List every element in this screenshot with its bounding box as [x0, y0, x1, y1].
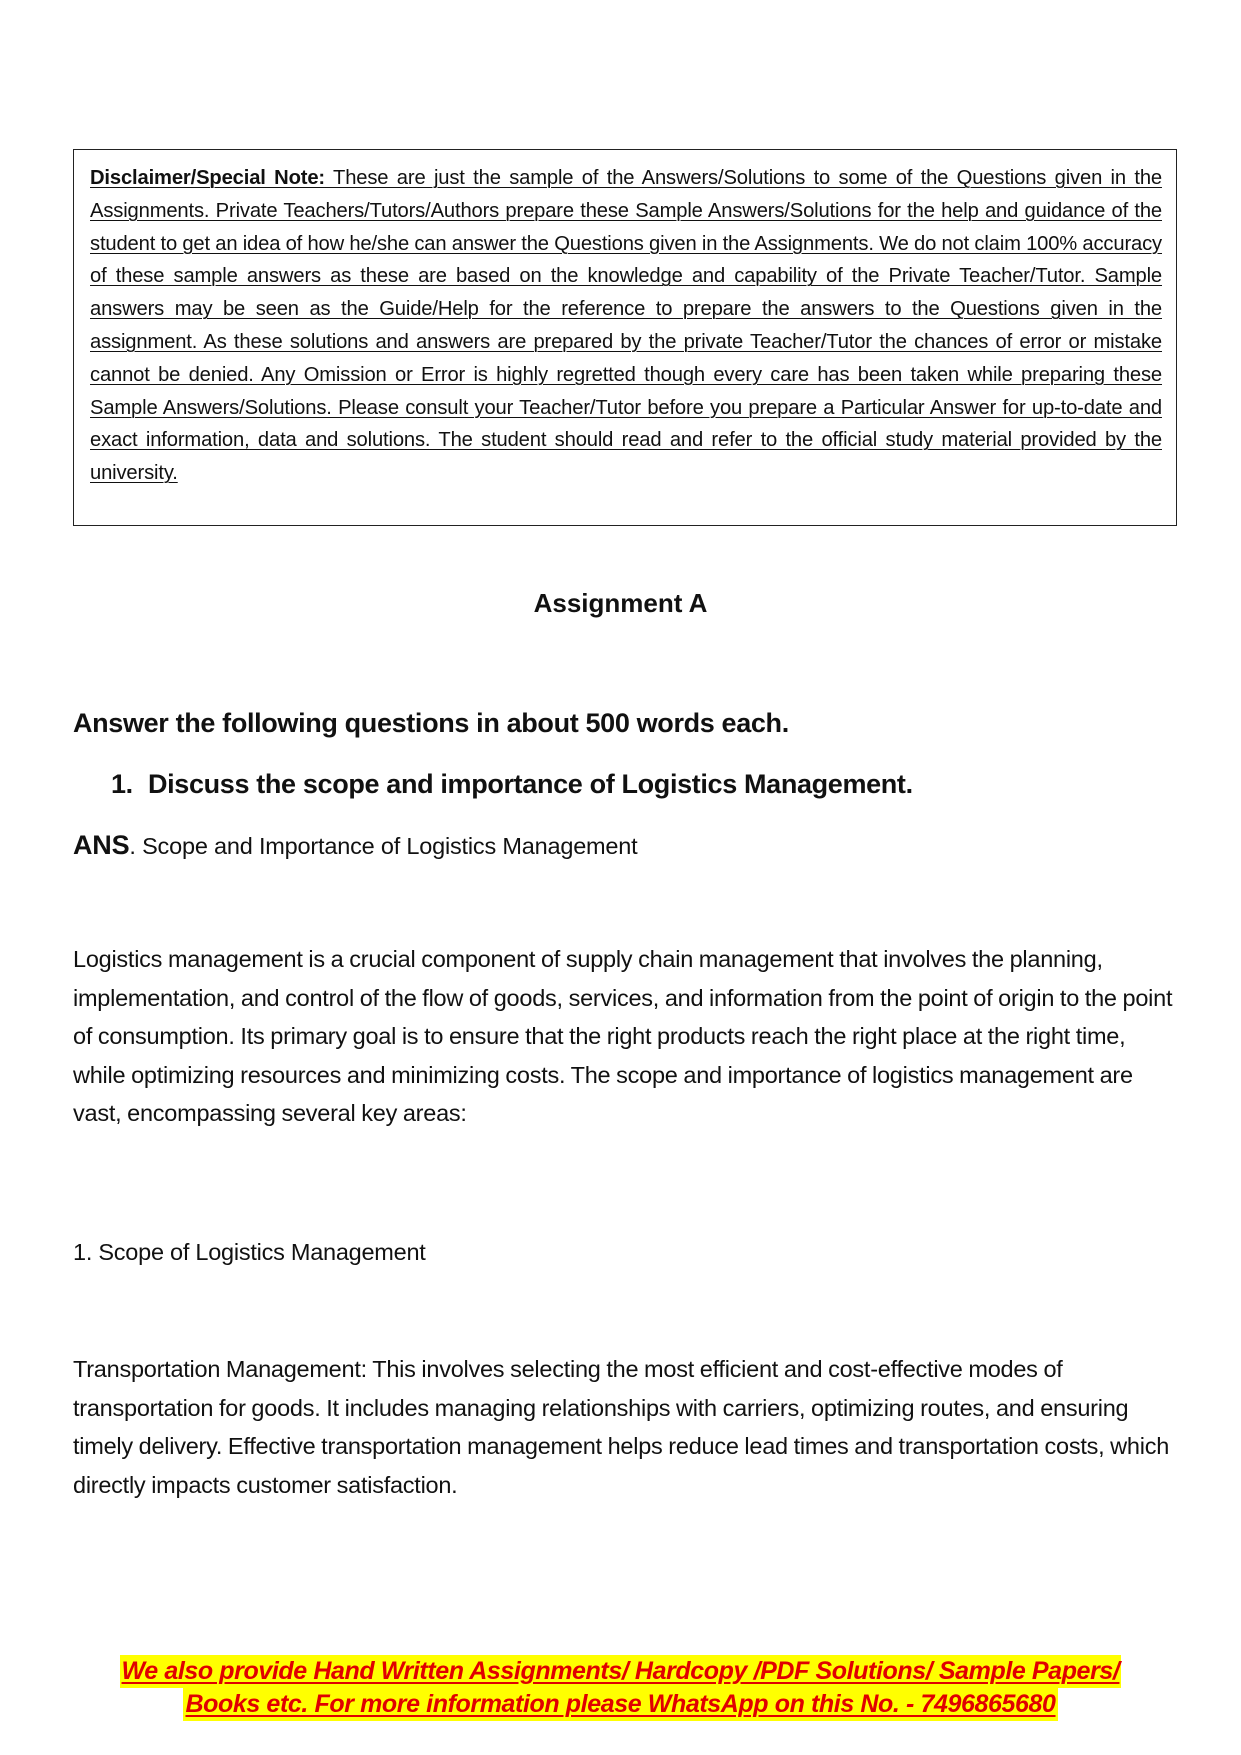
disclaimer-box — [73, 149, 1177, 526]
answer-label: ANS — [73, 830, 130, 860]
promo-banner — [0, 1655, 1241, 1721]
question-number: 1. — [111, 769, 133, 799]
answer-heading — [73, 830, 638, 861]
question-text: Discuss the scope and importance of Logistics Management. — [148, 769, 913, 799]
promo-line-2: Books etc. For more information please WhatsApp on this No. - 7496865680 — [183, 1688, 1057, 1721]
assignment-title: Assignment A — [533, 588, 708, 618]
section-heading: 1. Scope of Logistics Management — [73, 1239, 426, 1265]
disclaimer-body: These are just the sample of the Answers/Solutions to some of the Questions given in the Assignments. Private Teachers/Tutors/Authors prepare these Sample Answers/Solutions for the help and guidance of the student to get an idea of how he/she can answer the Questions given in the Assignments. We do not claim 100% accuracy of these sample answers as these are based on the knowledge and capability of the Private Teacher/Tutor. Sample answers may be seen as the Guide/Help for the reference to prepare the answers to the Questions given in the assignment. As these solutions and answers are prepared by the private Teacher/Tutor the chances of error or mistake cannot be denied. Any Omission or Error is highly regretted though every care has been taken while preparing these Sample Answers/Solutions. Please consult your Teacher/Tutor before you prepare a Particular Answer for up-to-date and exact information, data and solutions. The student should read and refer to the official study material provided by the university. — [90, 167, 1162, 485]
intro-paragraph: Logistics management is a crucial component of supply chain management that involves the planning, implementation, and control of the flow of goods, services, and information from the point of origin to the point of consumption. Its primary goal is to ensure that the right products reach the right place at the right time, while optimizing resources and minimizing costs. The scope and importance of logistics management are vast, encompassing several key areas: — [73, 946, 1173, 1126]
question-heading — [111, 769, 913, 800]
disclaimer-text — [90, 162, 1162, 490]
answer-title: . Scope and Importance of Logistics Management — [129, 833, 638, 859]
instruction-heading: Answer the following questions in about 500 words each. — [73, 708, 789, 738]
promo-line-1: We also provide Hand Written Assignments/ Hardcopy /PDF Solutions/ Sample Papers/ — [120, 1655, 1122, 1688]
disclaimer-lead: Disclaimer/Special Note: — [90, 167, 325, 189]
transportation-paragraph: Transportation Management: This involves selecting the most efficient and cost-effective modes of transportation for goods. It includes managing relationships with carriers, optimizing routes, and ensuring timely delivery. Effective transportation management helps reduce lead times and transportation costs, which directly impacts customer satisfaction. — [73, 1356, 1170, 1498]
